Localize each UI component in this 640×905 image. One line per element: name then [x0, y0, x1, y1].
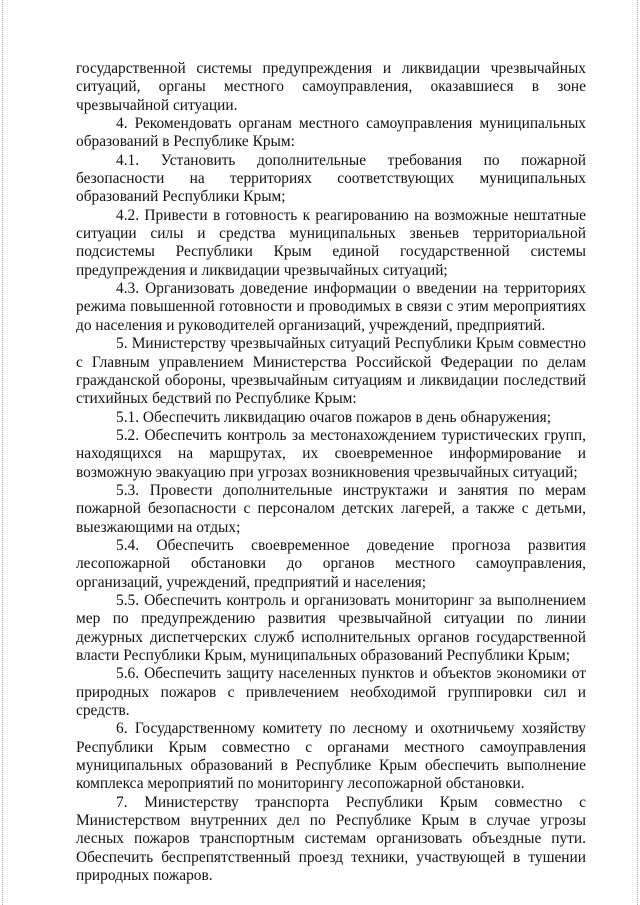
- paragraph-item-5-3: 5.3. Провести дополнительные инструктажи и занятия по мерам пожарной безопасности с персоналом детских лагерей, а также с детьми, выезжающими на отдых;: [76, 481, 586, 536]
- paragraph-item-5-5: 5.5. Обеспечить контроль и организовать мониторинг за выполнением мер по предупреждению развития чрезвычайной ситуации по линии дежурных диспетчерских служб исполнительных органов государственной власти Республики Крым, муниципальных образований Республики Крым;: [76, 591, 586, 664]
- paragraph-item-4-1: 4.1. Установить дополнительные требования по пожарной безопасности на территориях соответствующих муниципальных образований Республики Крым;: [76, 151, 586, 206]
- paragraph-item-5-6: 5.6. Обеспечить защиту населенных пунктов и объектов экономики от природных пожаров с привлечением необходимой группировки сил и средств.: [76, 665, 586, 720]
- paragraph-item-7: 7. Министерству транспорта Республики Крым совместно с Министерством внутренних дел по Республике Крым в случае угрозы лесных пожаров транспортным системам организовать объездные пути. Обеспечить беспрепятственный проезд техники, участвующей в тушении природных пожаров.: [76, 793, 586, 885]
- paragraph-item-6: 6. Государственному комитету по лесному и охотничьему хозяйству Республики Крым совместно с органами местного самоуправления муниципальных образований в Республике Крым обеспечить выполнение комплекса мероприятий по мониторингу лесопожарной обстановки.: [76, 720, 586, 793]
- paragraph-item-4-2: 4.2. Привести в готовность к реагированию на возможные нештатные ситуации силы и средства муниципальных звеньев территориальной подсистемы Республики Крым единой государственной системы предупреждения и ликвидации чрезвычайных ситуаций;: [76, 206, 586, 279]
- paragraph-item-5: 5. Министерству чрезвычайных ситуаций Республики Крым совместно с Главным управлением Министерства Российской Федерации по делам гражданской обороны, чрезвычайным ситуациям и ликвидации последствий стихийных бедствий по Республике Крым:: [76, 335, 586, 408]
- paragraph-item-4: 4. Рекомендовать органам местного самоуправления муниципальных образований в Республике Крым:: [76, 115, 586, 151]
- document-body: [76, 60, 586, 885]
- paragraph-item-5-2: 5.2. Обеспечить контроль за местонахождением туристических групп, находящихся на маршрутах, их своевременное информирование и возможную эвакуацию при угрозах возникновения чрезвычайных ситуаций;: [76, 426, 586, 481]
- paragraph-item-5-4: 5.4. Обеспечить своевременное доведение прогноза развития лесопожарной обстановки до органов местного самоуправления, организаций, учреждений, предприятий и населения;: [76, 536, 586, 591]
- paragraph-continuation: государственной системы предупреждения и ликвидации чрезвычайных ситуаций, органы местного самоуправления, оказавшиеся в зоне чрезвычайной ситуации.: [76, 60, 586, 114]
- paragraph-item-4-3: 4.3. Организовать доведение информации о введении на территориях режима повышенной готовности и проводимых в связи с этим мероприятиях до населения и руководителей организаций, учреждений, предприятий.: [76, 280, 586, 334]
- paragraph-item-5-1: 5.1. Обеспечить ликвидацию очагов пожаров в день обнаружения;: [116, 408, 552, 426]
